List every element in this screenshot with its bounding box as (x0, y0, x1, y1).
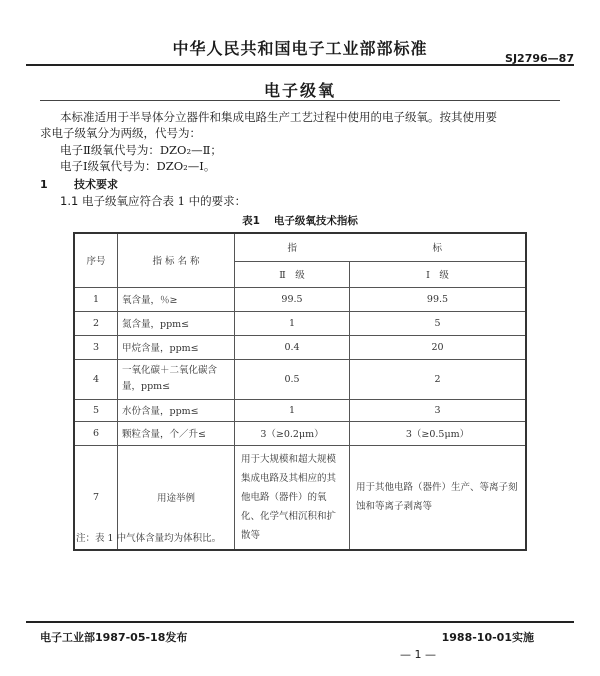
header-name: 指 标 名 称 (118, 233, 235, 287)
table-caption (0, 213, 600, 228)
row-name: 甲烷含量，ppm≤ (118, 335, 235, 359)
table-header-row (74, 233, 526, 261)
row-seq: 2 (74, 311, 118, 335)
issue-date: 电子工业部1987-05-18发布 (40, 631, 188, 644)
row-grade2-value: 0.4 (235, 335, 350, 359)
spec-table (73, 232, 527, 551)
section-heading (40, 176, 118, 192)
table-caption-label: 表1 (242, 215, 260, 227)
row-grade1-value: 20 (350, 335, 527, 359)
document-title: 电子级氧 (263, 81, 336, 100)
row-seq: 3 (74, 335, 118, 359)
table-row (74, 399, 526, 421)
row-name: 氮含量，ppm≤ (118, 311, 235, 335)
row-grade1-value: 3（≥0.5μm） (350, 421, 527, 445)
row-grade2-value: 99.5 (235, 287, 350, 311)
row-grade1-usage: 用于其他电路（器件）生产、等离子刻蚀和等离子剥离等 (350, 445, 527, 550)
table-row (74, 311, 526, 335)
page-number: — 1 — (400, 648, 436, 661)
row-grade2-usage: 用于大规模和超大规模集成电路及其相应的其他电路（器件）的氧化、化学气相沉积和扩散等 (235, 445, 350, 550)
grade2-code-line: 电子Ⅱ级氧代号为：DZO₂—Ⅱ； (60, 143, 222, 157)
row-grade1-value: 2 (350, 359, 527, 399)
footer-rule (26, 621, 574, 623)
intro-paragraph-line1: 本标准适用于半导体分立器件和集成电路生产工艺过程中使用的电子级氧。按其使用要 (60, 110, 497, 124)
intro-paragraph-line2: 求电子级氧分为两级，代号为： (40, 126, 201, 140)
header-indicator-right: 标 (350, 233, 527, 261)
row-name: 用途举例 (118, 445, 235, 550)
row-seq: 5 (74, 399, 118, 421)
table-row (74, 335, 526, 359)
row-name: 颗粒含量，个／升≤ (118, 421, 235, 445)
row-seq: 4 (74, 359, 118, 399)
row-seq: 6 (74, 421, 118, 445)
header-seq: 序号 (74, 233, 118, 287)
row-name: 氧含量，％≥ (118, 287, 235, 311)
table-note: 注：表 1 中气体含量均为体积比。 (76, 533, 222, 544)
table-row (74, 421, 526, 445)
standard-header-title: 中华人民共和国电子工业部部标准 (172, 39, 428, 58)
row-name: 水份含量，ppm≤ (118, 399, 235, 421)
header-grade2: Ⅱ 级 (235, 261, 350, 287)
row-grade2-value: 3（≥0.2μm） (235, 421, 350, 445)
row-grade1-value: 99.5 (350, 287, 527, 311)
row-grade2-value: 1 (235, 399, 350, 421)
header-grade1: Ⅰ 级 (350, 261, 527, 287)
subsection-number: 1.1 (60, 194, 79, 208)
row-grade2-value: 1 (235, 311, 350, 335)
header-indicator-left: 指 (235, 233, 350, 261)
table-row (74, 287, 526, 311)
header-rule (26, 64, 574, 66)
table-row (74, 359, 526, 399)
standard-code: SJ2796—87 (505, 52, 574, 65)
section-number: 1 (40, 178, 48, 191)
section-title: 技术要求 (74, 178, 118, 191)
title-rule (40, 100, 560, 101)
row-seq: 1 (74, 287, 118, 311)
row-seq: 7 (74, 445, 118, 550)
row-name: 一氧化碳＋二氧化碳含量，ppm≤ (118, 359, 235, 399)
implementation-date: 1988-10-01实施 (441, 631, 534, 644)
row-grade2-value: 0.5 (235, 359, 350, 399)
table-caption-title: 电子级氧技术指标 (273, 215, 358, 227)
grade1-code-line: 电子Ⅰ级氧代号为：DZO₂—Ⅰ。 (60, 159, 216, 173)
subsection-text: 电子级氧应符合表 1 中的要求： (82, 194, 247, 208)
row-grade1-value: 5 (350, 311, 527, 335)
row-grade1-value: 3 (350, 399, 527, 421)
subsection (60, 193, 246, 209)
